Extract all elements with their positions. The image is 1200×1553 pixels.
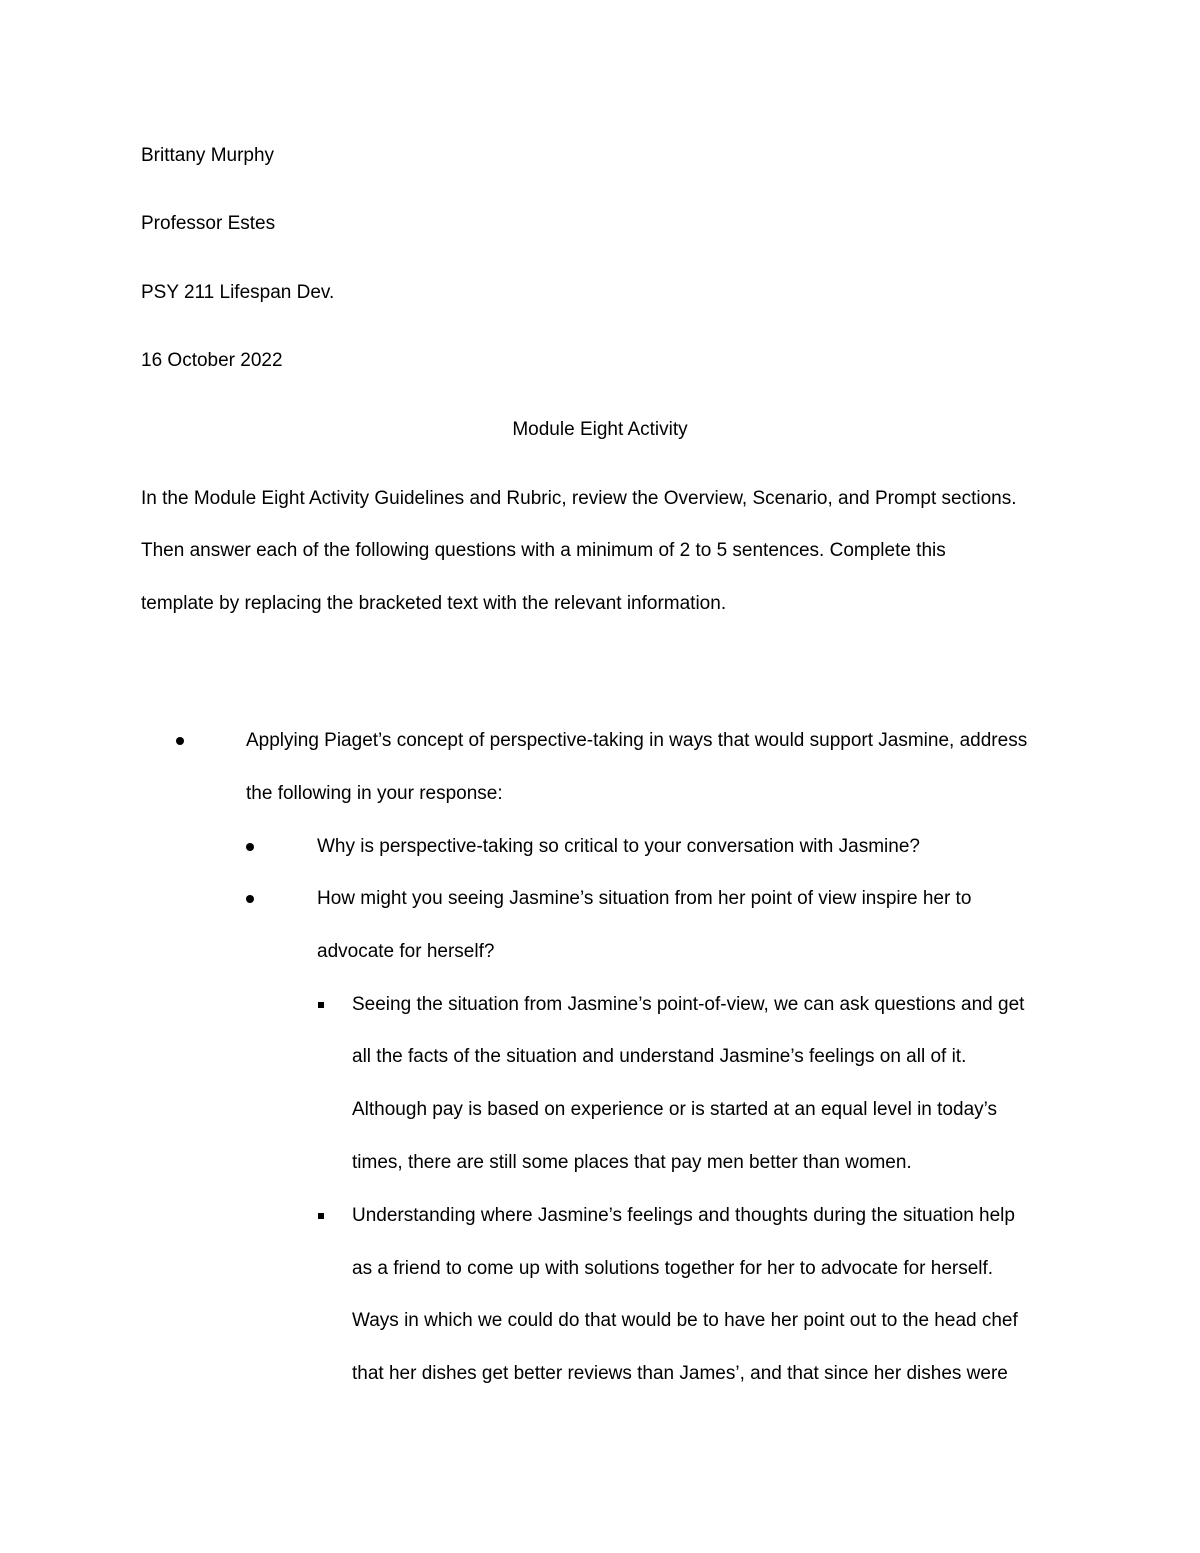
sub-bullet-text: Why is perspective-taking so critical to your conversation with Jasmine?	[317, 836, 920, 857]
answer-text: Ways in which we could do that would be to have her point out to the head chef	[352, 1310, 1018, 1331]
bullet-text: the following in your response:	[246, 783, 503, 804]
answer-text: times, there are still some places that pay men better than women.	[352, 1152, 912, 1173]
square-bullet-icon	[318, 993, 324, 1017]
document-date: 16 October 2022	[141, 350, 283, 371]
sub-bullet-text: How might you seeing Jasmine’s situation from her point of view inspire her to	[317, 888, 972, 909]
answer-text: Although pay is based on experience or is started at an equal level in today’s	[352, 1099, 998, 1120]
square-bullet-icon	[318, 1204, 324, 1228]
professor-name: Professor Estes	[141, 213, 276, 234]
document-title: Module Eight Activity	[512, 419, 688, 440]
answer-text: that her dishes get better reviews than James’, and that since her dishes were	[352, 1363, 1008, 1384]
answer-text: Seeing the situation from Jasmine’s point-of-view, we can ask questions and get	[352, 994, 1025, 1015]
course-name: PSY 211 Lifespan Dev.	[141, 282, 335, 303]
intro-line: Then answer each of the following questions with a minimum of 2 to 5 sentences. Complete this	[141, 540, 946, 561]
answer-text: as a friend to come up with solutions together for her to advocate for herself.	[352, 1258, 994, 1279]
intro-line: In the Module Eight Activity Guidelines and Rubric, review the Overview, Scenario, and Prompt sections.	[141, 488, 1017, 509]
answer-text: Understanding where Jasmine’s feelings and thoughts during the situation help	[352, 1205, 1015, 1226]
author-name: Brittany Murphy	[141, 145, 275, 166]
bullet-dot-icon	[176, 729, 184, 753]
bullet-text: Applying Piaget’s concept of perspective-taking in ways that would support Jasmine, address	[246, 730, 1028, 751]
bullet-dot-icon	[246, 887, 254, 911]
bullet-dot-icon	[246, 835, 254, 859]
intro-line: template by replacing the bracketed text with the relevant information.	[141, 593, 727, 614]
sub-bullet-text: advocate for herself?	[317, 941, 495, 962]
answer-text: all the facts of the situation and understand Jasmine’s feelings on all of it.	[352, 1046, 967, 1067]
